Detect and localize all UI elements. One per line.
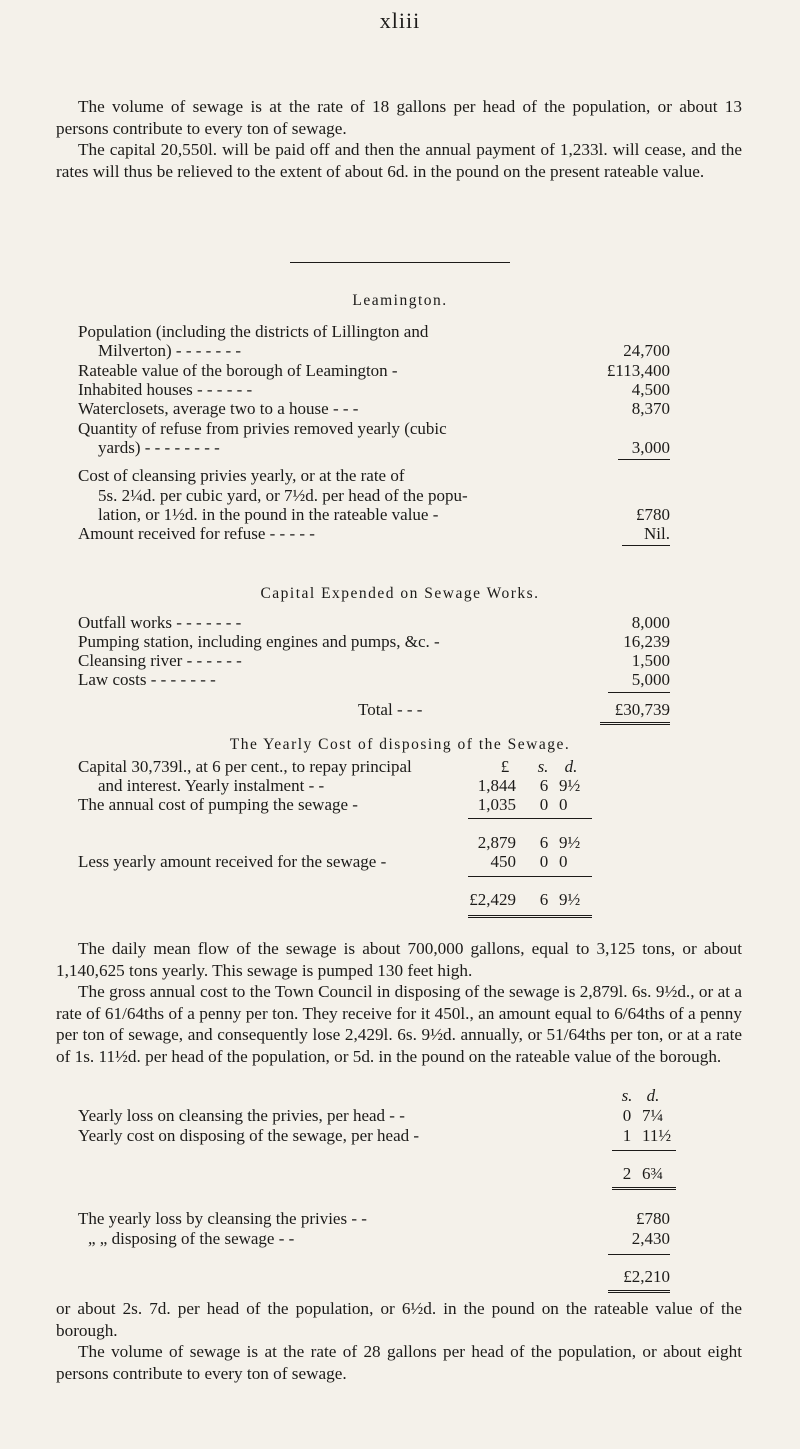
- capital-item-value: 5,000: [631, 670, 670, 689]
- capital-heading: Capital Expended on Sewage Works.: [260, 585, 540, 602]
- per-head-total-shillings: 2: [622, 1164, 632, 1183]
- yearly-shillings: 6: [539, 776, 549, 795]
- per-head-row-label: Yearly cost on disposing of the sewage, per head -: [78, 1126, 420, 1145]
- double-underline: [600, 722, 670, 725]
- net-shillings: 6: [539, 890, 549, 909]
- yearly-loss-value: 2,430: [631, 1229, 670, 1248]
- yearly-loss-value: £780: [636, 1209, 670, 1228]
- flow-paragraph-1: The daily mean flow of the sewage is about 700,000 gallons, equal to 3,125 tons, or about 1,140,625 tons yearly. This sewage is pumped 130 feet high.: [56, 939, 742, 980]
- page-number: xliii: [379, 8, 421, 33]
- intro-paragraph-2: The capital 20,550l. will be paid off and then the annual payment of 1,233l. will cease, and the rates will thus be relieved to the extent of about 6d. in the pound on the present rateable value.: [56, 140, 742, 181]
- capital-item-label: Law costs - - - - - - -: [78, 670, 216, 689]
- stat-population-label-cont: Milverton) - - - - - - -: [98, 341, 242, 360]
- double-underline: [608, 1290, 670, 1293]
- per-head-shillings: 0: [622, 1106, 632, 1125]
- refuse-received-value: Nil.: [644, 524, 670, 543]
- per-head-row-label: Yearly loss on cleansing the privies, per head - -: [78, 1106, 405, 1125]
- closing-paragraph-1: or about 2s. 7d. per head of the population, or 6½d. in the pound on the rateable value of the borough.: [56, 1299, 742, 1340]
- col-head-shillings: s.: [537, 757, 549, 776]
- less-shillings: 0: [539, 852, 549, 871]
- yearly-pence: 0: [559, 795, 568, 814]
- subtotal-pounds: 2,879: [477, 833, 516, 852]
- yearly-shillings: 0: [539, 795, 549, 814]
- capital-item-value: 1,500: [631, 651, 670, 670]
- capital-total-label: Total - - -: [358, 700, 423, 719]
- capital-total-value: £30,739: [614, 700, 670, 719]
- per-head-pence: 7¼: [642, 1106, 664, 1125]
- per-head-total-pence: 6¾: [642, 1164, 664, 1183]
- stat-population-value: 24,700: [623, 341, 670, 360]
- col-head-pence: d.: [564, 757, 578, 776]
- net-pounds: £2,429: [469, 890, 516, 909]
- stat-refuse-value: 3,000: [631, 438, 670, 457]
- stat-rateable-value: £113,400: [606, 361, 670, 380]
- cost-line-1: Cost of cleansing privies yearly, or at the rate of: [78, 466, 405, 485]
- double-underline: [468, 915, 592, 918]
- cost-line-2: 5s. 2¼d. per cubic yard, or 7½d. per head of the popu-: [98, 486, 468, 505]
- underline: [622, 545, 670, 546]
- yearly-loss-label: „ „ disposing of the sewage - -: [88, 1229, 295, 1248]
- stat-refuse-label-cont: yards) - - - - - - - -: [98, 438, 220, 457]
- yearly-loss-total: £2,210: [623, 1267, 670, 1286]
- refuse-received-label: Amount received for refuse - - - - -: [78, 524, 315, 543]
- yearly-loss-label: The yearly loss by cleansing the privies - -: [78, 1209, 367, 1228]
- cost-value: £780: [636, 505, 670, 524]
- underline: [618, 459, 670, 460]
- leamington-heading: Leamington.: [352, 292, 448, 309]
- capital-item-label: Pumping station, including engines and pumps, &c. -: [78, 632, 440, 651]
- per-head-pence: 11½: [642, 1126, 672, 1145]
- capital-item-value: 8,000: [631, 613, 670, 632]
- col-head-pounds: £: [500, 757, 510, 776]
- yearly-row-label: Capital 30,739l., at 6 per cent., to repay principal: [78, 757, 412, 776]
- underline: [468, 818, 592, 819]
- closing-paragraph-2: The volume of sewage is at the rate of 28 gallons per head of the population, or about eight persons contribute to every ton of sewage.: [56, 1342, 742, 1383]
- less-pounds: 450: [490, 852, 516, 871]
- stat-population-label: Population (including the districts of Lillington and: [78, 322, 429, 341]
- stat-refuse-label: Quantity of refuse from privies removed yearly (cubic: [78, 419, 447, 438]
- stat-waterclosets-value: 8,370: [631, 399, 670, 418]
- col-head-pence: d.: [646, 1086, 660, 1105]
- col-head-shillings: s.: [621, 1086, 633, 1105]
- stat-houses-label: Inhabited houses - - - - - -: [78, 380, 253, 399]
- stat-rateable-label: Rateable value of the borough of Leamington -: [78, 361, 398, 380]
- flow-paragraph-2: The gross annual cost to the Town Council in disposing of the sewage is 2,879l. 6s. 9½d., or at a rate of 61/64ths of a penny per ton. They receive for it 450l., an amount equal to 6/64ths of a penny per ton of sewage, and consequently lose 2,429l. 6s. 9½d. annually, or 51/64ths per ton, or at a rate of 1s. 11½d. per head of the population, or 5d. in the pound on the rateable value of the borough.: [56, 982, 742, 1066]
- section-divider: [290, 262, 510, 263]
- intro-paragraph-1: The volume of sewage is at the rate of 18 gallons per head of the population, or about 13 persons contribute to every ton of sewage.: [56, 97, 742, 138]
- underline: [608, 1254, 670, 1255]
- stat-waterclosets-label: Waterclosets, average two to a house - - -: [78, 399, 359, 418]
- cost-line-3: lation, or 1½d. in the pound in the rateable value -: [98, 505, 439, 524]
- per-head-shillings: 1: [622, 1126, 632, 1145]
- yearly-pence: 9½: [559, 776, 581, 795]
- underline: [608, 692, 670, 693]
- yearly-pounds: 1,844: [477, 776, 516, 795]
- net-pence: 9½: [559, 890, 581, 909]
- less-pence: 0: [559, 852, 568, 871]
- double-underline: [612, 1187, 676, 1190]
- closing-text: [56, 1298, 742, 1384]
- capital-item-value: 16,239: [623, 632, 670, 651]
- stat-houses-value: 4,500: [631, 380, 670, 399]
- yearly-heading: The Yearly Cost of disposing of the Sewage.: [229, 736, 571, 753]
- yearly-pounds: 1,035: [477, 795, 516, 814]
- less-label: Less yearly amount received for the sewage -: [78, 852, 387, 871]
- subtotal-shillings: 6: [539, 833, 549, 852]
- underline: [468, 876, 592, 877]
- underline: [612, 1150, 676, 1151]
- capital-item-label: Outfall works - - - - - - -: [78, 613, 242, 632]
- yearly-row-label-cont: and interest. Yearly instalment - -: [98, 776, 325, 795]
- subtotal-pence: 9½: [559, 833, 581, 852]
- yearly-row-label: The annual cost of pumping the sewage -: [78, 795, 358, 814]
- capital-item-label: Cleansing river - - - - - -: [78, 651, 242, 670]
- flow-text: [56, 938, 742, 1067]
- intro-text: [56, 96, 742, 182]
